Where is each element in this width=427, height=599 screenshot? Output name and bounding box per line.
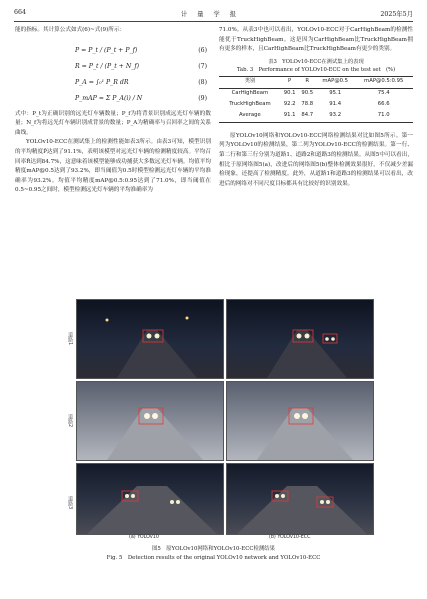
city-road-scene <box>227 464 373 534</box>
table-header-row <box>219 76 413 88</box>
subfigure-label-b: (b) YOLOv10-ECC <box>269 535 311 540</box>
figure-caption-cn: 图5 原YOLOv10网络和YOLOv10-ECC检测结果 <box>151 546 276 552</box>
city-road-scene <box>77 464 223 534</box>
table-row <box>219 111 413 123</box>
equations-block <box>15 42 211 106</box>
col-header: R <box>298 76 316 88</box>
col-header: mAP@0.5 <box>316 76 354 88</box>
page-number: 664 <box>14 9 27 16</box>
table-title-en: Tab. 3 Performance of YOLOv10-ECC on the test set (%) <box>236 66 396 73</box>
figure-caption-en: Fig. 5 Detection results of the original YOLOv10 network and YOLOv10-ECC <box>106 555 321 561</box>
subfigure-label-a: (a) YOLOv10 <box>129 535 159 540</box>
table-cell: 84.7 <box>298 111 316 123</box>
table-row <box>219 88 413 100</box>
header-rule <box>14 21 413 22</box>
left-column <box>15 26 211 196</box>
equation-9: P_mAP = Σ P_A(i) / N (9) <box>75 94 207 102</box>
table-row <box>219 100 413 111</box>
issue-date: 2025年5月 <box>380 11 413 18</box>
results-paragraph: YOLOv10-ECC在测试集上的检测性能如表3所示。由表3可知，模型识别的平均精度P̄达到了91.1%，表明该模型对远光灯车辆的检测精度较高。平均召回率R̄达到84.7%，这意味着该模型能够成功捕获大多数远光灯车辆。均值平均精度mAP@0.5达到了93.2%，即当阈值为0.5时模型检测远光灯车辆的平均准确率为93.2%。均值平均精度mAP@0.5:0.95达到了71.0%，即当阈值在0.5~0.95之间时，模型检测远光灯车辆的平均准确率为 <box>15 139 211 194</box>
col-header: P <box>281 76 299 88</box>
table-cell: TruckHighBeam <box>229 101 271 108</box>
row-label-road-3: 道路3 <box>67 496 73 510</box>
table-cell: Average <box>219 111 281 123</box>
night-road-scene <box>77 300 223 378</box>
comparison-paragraph: 原YOLOv10网络和YOLOv10-ECC网络检测结果对比如图5所示。第一列为YOLOv10的检测结果，第二列为YOLOv10-ECC的检测结果。第一行、第二行和第三行分别为道路1、道路2和道路3的检测结果。从图5中可以看出，相比于原网络图5(a)，改进后的网络图5(b)整体检测效果很好，不仅减少差漏检现象，还提高了检测精度。此外，从道路1和道路3的检测结果可以看出，改进后的网络对不同尺度目标都具有比较好的识别效果。 <box>219 132 413 187</box>
detection-image-road3-ecc <box>226 463 374 535</box>
detection-image-road3-yolov10 <box>76 463 224 535</box>
table-cell: 92.2 <box>283 101 296 108</box>
figure-5 <box>54 295 374 548</box>
table-cell: 71.0 <box>354 111 413 123</box>
table-cell: CarHighBeam <box>231 90 269 97</box>
performance-table <box>219 76 413 123</box>
table-cell: 95.1 <box>329 90 342 97</box>
table-cell: 66.6 <box>377 101 390 108</box>
detection-image-road2-ecc <box>226 381 374 461</box>
night-road-scene <box>227 300 373 378</box>
equation-6: P = P_t / (P_t + P_f) (6) <box>75 46 207 54</box>
equation-8: P_A = ∫₀¹ P_R dR (8) <box>75 78 207 86</box>
table-cell: 75.4 <box>377 90 390 97</box>
col-header: mAP@0.5:0.95 <box>354 76 413 88</box>
intro-text: 能的指标。其计算公式如式(6)~式(9)所示： <box>15 27 126 33</box>
row-label-road-2: 道路2 <box>67 414 73 428</box>
variable-definitions: 式中：P_t为正确识别的远光灯车辆数量；P_f为将背景识别成远光灯车辆的数量；N_f为将远光灯车辆识别成背景的数量；P_A为精确率与召回率之间的关系曲线。 <box>15 110 211 136</box>
snowy-road-scene <box>227 382 373 460</box>
table-cell: 91.4 <box>329 101 342 108</box>
row-label-road-1: 道路1 <box>67 332 73 346</box>
detection-image-road1-ecc <box>226 299 374 379</box>
table-cell: 90.1 <box>283 90 296 97</box>
right-column <box>219 26 413 189</box>
running-header <box>14 9 413 21</box>
table-cell: 91.1 <box>281 111 299 123</box>
detection-image-road2-yolov10 <box>76 381 224 461</box>
equation-7: R = P_t / (P_t + N_f) (7) <box>75 62 207 70</box>
table-caption <box>219 58 413 74</box>
journal-name: 计量学报 <box>180 11 247 18</box>
table-title-cn: 表3 YOLOv10-ECC在测试集上的表现 <box>268 58 364 65</box>
table-cell: 78.8 <box>301 101 314 108</box>
table-cell: 90.5 <box>301 90 314 97</box>
continuation-paragraph: 71.0%。从表3中也可以看出，YOLOv10-ECC对于CarHighBeam的检测性能优于TruckHighBeam。这是因为CarHighBeam比TruckHighBeam拥有更多的样本，且CarHighBeam比TruckHighBeam有更少的类别。 <box>219 27 413 53</box>
col-header: 类别 <box>219 76 281 88</box>
figure-caption <box>0 545 427 563</box>
snowy-road-scene <box>77 382 223 460</box>
detection-image-road1-yolov10 <box>76 299 224 379</box>
table-cell: 93.2 <box>316 111 354 123</box>
